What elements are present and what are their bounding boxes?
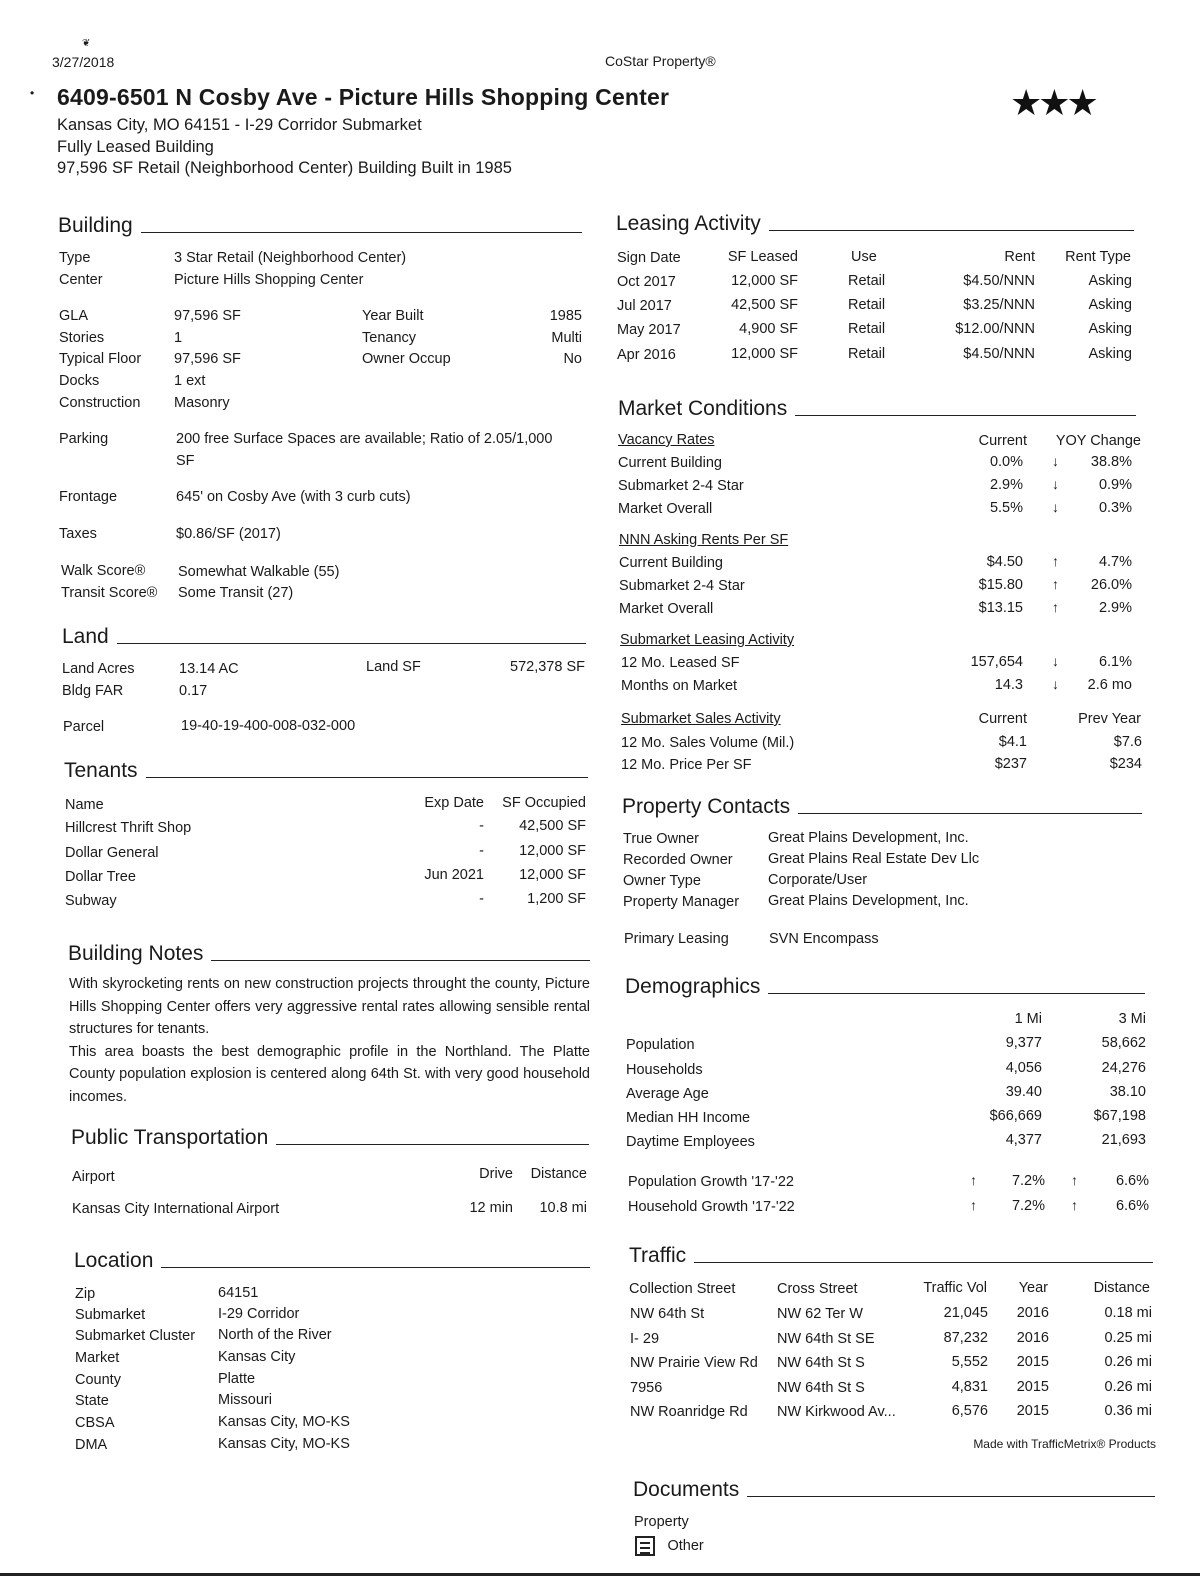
traffic-distance: 0.26 mi bbox=[1104, 1379, 1152, 1395]
arrow-up-icon: ↑ bbox=[1052, 576, 1059, 592]
market-current: 2.9% bbox=[989, 477, 1023, 493]
arrow-up-icon: ↑ bbox=[1071, 1197, 1078, 1213]
column-header: YOY Change bbox=[1055, 433, 1141, 449]
section-title: Building Notes bbox=[68, 942, 204, 965]
property-title: 6409-6501 N Cosby Ave - Picture Hills Shopping Center bbox=[57, 84, 670, 110]
document-label[interactable]: Other bbox=[667, 1538, 704, 1554]
divider bbox=[747, 1496, 1155, 1497]
subsection-title: Submarket Sales Activity bbox=[621, 711, 781, 727]
divider bbox=[768, 993, 1145, 994]
field-value: 64151 bbox=[218, 1285, 259, 1301]
traffic-year: 2015 bbox=[1016, 1354, 1049, 1370]
column-header: Airport bbox=[72, 1169, 115, 1185]
traffic-distance: 0.25 mi bbox=[1104, 1330, 1152, 1346]
traffic-year: 2016 bbox=[1016, 1305, 1049, 1321]
building-summary-line: 97,596 SF Retail (Neighborhood Center) Building Built in 1985 bbox=[57, 159, 512, 177]
market-change: 6.1% bbox=[1098, 654, 1132, 670]
demo-label: Household Growth '17-'22 bbox=[628, 1199, 795, 1215]
field-label: Submarket Cluster bbox=[75, 1328, 196, 1344]
field-value: Some Transit (27) bbox=[178, 585, 294, 601]
arrow-up-icon: ↑ bbox=[970, 1172, 977, 1188]
column-header: Prev Year bbox=[1078, 711, 1141, 727]
lease-sf: 12,000 SF bbox=[731, 273, 798, 289]
traffic-volume: 4,831 bbox=[951, 1379, 988, 1395]
traffic-cross-street: NW Kirkwood Av... bbox=[777, 1404, 896, 1420]
airport-name: Kansas City International Airport bbox=[72, 1201, 280, 1217]
column-header: 1 Mi bbox=[1014, 1011, 1042, 1027]
tenant-sf: 1,200 SF bbox=[527, 891, 586, 907]
market-label: Submarket 2-4 Star bbox=[619, 578, 745, 594]
lease-date: Apr 2016 bbox=[617, 347, 676, 363]
field-value: Great Plains Development, Inc. bbox=[768, 830, 969, 846]
divider bbox=[276, 1144, 589, 1145]
demo-3mi: 21,693 bbox=[1101, 1132, 1146, 1148]
column-header: SF Leased bbox=[727, 249, 798, 265]
arrow-up-icon: ↑ bbox=[1052, 553, 1059, 569]
field-value: 13.14 AC bbox=[179, 661, 239, 677]
column-header: 3 Mi bbox=[1118, 1011, 1146, 1027]
field-label: Zip bbox=[75, 1286, 96, 1302]
field-label: Transit Score® bbox=[61, 585, 158, 601]
field-label: Stories bbox=[59, 330, 105, 346]
column-header: Use bbox=[851, 249, 877, 265]
market-label: 12 Mo. Leased SF bbox=[621, 655, 740, 671]
field-value: Missouri bbox=[218, 1392, 272, 1408]
demo-1mi: 4,056 bbox=[1005, 1060, 1042, 1076]
column-header: Distance bbox=[530, 1166, 587, 1182]
subsection-title: Vacancy Rates bbox=[618, 432, 715, 448]
market-label: 12 Mo. Sales Volume (Mil.) bbox=[621, 735, 795, 751]
arrow-down-icon: ↓ bbox=[1052, 653, 1059, 669]
market-label: Submarket 2-4 Star bbox=[618, 478, 744, 494]
demographics-section-header bbox=[625, 975, 1145, 999]
lease-date: Jul 2017 bbox=[617, 298, 672, 314]
market-current: 157,654 bbox=[970, 654, 1023, 670]
market-current: $15.80 bbox=[978, 577, 1023, 593]
divider bbox=[694, 1262, 1153, 1263]
field-label: Tenancy bbox=[362, 330, 417, 346]
field-value: 19-40-19-400-008-032-000 bbox=[181, 718, 356, 734]
divider bbox=[795, 415, 1136, 416]
traffic-volume: 21,045 bbox=[943, 1305, 988, 1321]
column-header: Collection Street bbox=[629, 1281, 736, 1297]
field-value: Masonry bbox=[174, 395, 230, 411]
market-current: 5.5% bbox=[989, 500, 1023, 516]
address-line: Kansas City, MO 64151 - I-29 Corridor Submarket bbox=[57, 116, 422, 134]
lease-sf: 12,000 SF bbox=[731, 346, 798, 362]
traffic-street: I- 29 bbox=[630, 1331, 660, 1347]
subsection-title: Submarket Leasing Activity bbox=[620, 632, 795, 648]
field-label: Land Acres bbox=[62, 661, 135, 677]
demo-3mi: 38.10 bbox=[1109, 1084, 1146, 1100]
column-header: Cross Street bbox=[777, 1281, 858, 1297]
land-section-header bbox=[62, 625, 586, 649]
column-header: Sign Date bbox=[617, 250, 681, 266]
tenant-name: Subway bbox=[65, 893, 117, 909]
traffic-volume: 87,232 bbox=[943, 1330, 988, 1346]
tenant-exp-date: - bbox=[479, 891, 484, 907]
field-value: Picture Hills Shopping Center bbox=[174, 272, 364, 288]
location-section-header bbox=[74, 1249, 590, 1273]
demo-1mi: 7.2% bbox=[1011, 1198, 1045, 1214]
field-value: 97,596 SF bbox=[174, 351, 241, 367]
divider bbox=[141, 232, 582, 233]
arrow-up-icon: ↑ bbox=[1071, 1172, 1078, 1188]
field-value: No bbox=[563, 351, 582, 367]
lease-rent-type: Asking bbox=[1088, 273, 1132, 289]
demo-3mi: 6.6% bbox=[1115, 1198, 1149, 1214]
field-value: Platte bbox=[218, 1371, 256, 1387]
subsection-title: NNN Asking Rents Per SF bbox=[619, 532, 789, 548]
field-value: 1 bbox=[174, 330, 183, 346]
demo-1mi: $66,669 bbox=[989, 1108, 1042, 1124]
market-change: 26.0% bbox=[1090, 577, 1132, 593]
traffic-distance: 0.26 mi bbox=[1104, 1354, 1152, 1370]
column-header: Rent bbox=[1004, 249, 1035, 265]
field-value: Corporate/User bbox=[768, 872, 868, 888]
field-label: Frontage bbox=[59, 489, 118, 505]
lease-rent: $4.50/NNN bbox=[963, 273, 1035, 289]
field-value: Kansas City bbox=[218, 1349, 296, 1365]
field-label: Year Built bbox=[362, 308, 424, 324]
divider bbox=[117, 643, 586, 644]
demo-label: Population bbox=[626, 1037, 695, 1053]
demo-label: Households bbox=[626, 1062, 703, 1078]
traffic-cross-street: NW 64th St SE bbox=[777, 1331, 875, 1347]
field-value: SF bbox=[176, 453, 195, 469]
traffic-cross-street: NW 64th St S bbox=[777, 1380, 865, 1396]
field-label: Recorded Owner bbox=[623, 852, 733, 868]
traffic-year: 2016 bbox=[1016, 1330, 1049, 1346]
column-header: Rent Type bbox=[1065, 249, 1131, 265]
section-title: Public Transportation bbox=[71, 1126, 269, 1149]
field-label: Market bbox=[75, 1350, 120, 1366]
scan-mark-bullet: • bbox=[30, 86, 35, 100]
building-notes bbox=[69, 973, 590, 1108]
demo-3mi: 24,276 bbox=[1101, 1060, 1146, 1076]
print-date: 3/27/2018 bbox=[52, 54, 115, 70]
section-title: Property Contacts bbox=[622, 795, 791, 818]
lease-use: Retail bbox=[848, 297, 886, 313]
building-section-header bbox=[58, 214, 582, 238]
leasing-section-header bbox=[616, 212, 1134, 236]
divider bbox=[211, 960, 590, 961]
traffic-year: 2015 bbox=[1016, 1379, 1049, 1395]
demo-label: Daytime Employees bbox=[626, 1134, 755, 1150]
market-change: 2.9% bbox=[1098, 600, 1132, 616]
market-label: Current Building bbox=[619, 555, 723, 571]
section-title: Tenants bbox=[64, 759, 138, 782]
field-label: Bldg FAR bbox=[62, 683, 124, 699]
market-prev-year: $7.6 bbox=[1113, 734, 1142, 750]
field-value: Multi bbox=[551, 330, 582, 346]
market-change: 0.9% bbox=[1098, 477, 1132, 493]
market-label: Current Building bbox=[618, 455, 722, 471]
field-label: Owner Type bbox=[623, 873, 701, 889]
contacts-section-header bbox=[622, 795, 1142, 819]
document-link-other[interactable] bbox=[635, 1536, 704, 1561]
traffic-section-header bbox=[629, 1244, 1153, 1268]
lease-rent-type: Asking bbox=[1088, 297, 1132, 313]
star-rating-icon: ★★★ bbox=[1010, 82, 1095, 123]
field-value: Kansas City, MO-KS bbox=[218, 1436, 350, 1452]
airport-distance: 10.8 mi bbox=[539, 1200, 587, 1216]
arrow-down-icon: ↓ bbox=[1052, 476, 1059, 492]
demo-1mi: 39.40 bbox=[1005, 1084, 1042, 1100]
market-label: Market Overall bbox=[619, 601, 714, 617]
market-current: $13.15 bbox=[978, 600, 1023, 616]
tenant-sf: 12,000 SF bbox=[519, 867, 586, 883]
arrow-up-icon: ↑ bbox=[1052, 599, 1059, 615]
demo-3mi: 6.6% bbox=[1115, 1173, 1149, 1189]
field-value: 645' on Cosby Ave (with 3 curb cuts) bbox=[176, 489, 411, 505]
traffic-cross-street: NW 62 Ter W bbox=[777, 1306, 863, 1322]
lease-use: Retail bbox=[848, 273, 886, 289]
field-label: Typical Floor bbox=[59, 351, 142, 367]
traffic-credit: Made with TrafficMetrix® Products bbox=[973, 1437, 1156, 1451]
field-value: 572,378 SF bbox=[510, 659, 585, 675]
field-value: 3 Star Retail (Neighborhood Center) bbox=[174, 250, 407, 266]
lease-rent-type: Asking bbox=[1088, 321, 1132, 337]
lease-use: Retail bbox=[848, 346, 886, 362]
section-title: Land bbox=[62, 625, 109, 648]
demo-label: Population Growth '17-'22 bbox=[628, 1174, 794, 1190]
demo-3mi: 58,662 bbox=[1101, 1035, 1146, 1051]
market-label: Months on Market bbox=[621, 678, 738, 694]
traffic-cross-street: NW 64th St S bbox=[777, 1355, 865, 1371]
field-label: Parking bbox=[59, 431, 109, 447]
traffic-year: 2015 bbox=[1016, 1403, 1049, 1419]
field-value: North of the River bbox=[218, 1327, 332, 1343]
field-label: Land SF bbox=[366, 659, 421, 675]
field-value: 0.17 bbox=[179, 683, 208, 699]
section-title: Market Conditions bbox=[618, 397, 788, 420]
demo-1mi: 7.2% bbox=[1011, 1173, 1045, 1189]
divider bbox=[769, 230, 1134, 231]
field-label: CBSA bbox=[75, 1415, 115, 1431]
field-value: Great Plains Development, Inc. bbox=[768, 893, 969, 909]
market-prev-year: $234 bbox=[1109, 756, 1142, 772]
field-label: Docks bbox=[59, 373, 100, 389]
column-header: Name bbox=[65, 797, 104, 813]
arrow-down-icon: ↓ bbox=[1052, 676, 1059, 692]
field-label: Submarket bbox=[75, 1307, 146, 1323]
market-current: 0.0% bbox=[989, 454, 1023, 470]
market-section-header bbox=[618, 397, 1136, 421]
demo-label: Median HH Income bbox=[626, 1110, 751, 1126]
field-label: State bbox=[75, 1393, 109, 1409]
traffic-street: NW Roanridge Rd bbox=[630, 1404, 748, 1420]
market-change: 2.6 mo bbox=[1087, 677, 1132, 693]
notes-paragraph: With skyrocketing rents on new construction projects throught the county, Picture Hills Shopping Center offers very aggressive rental rates allowing sensible rental structures for tenants. bbox=[69, 976, 590, 1037]
lease-status-line: Fully Leased Building bbox=[57, 138, 214, 156]
field-label: County bbox=[75, 1372, 121, 1388]
traffic-volume: 6,576 bbox=[951, 1403, 988, 1419]
field-value: Somewhat Walkable (55) bbox=[178, 564, 340, 580]
tenants-section-header bbox=[64, 759, 588, 783]
field-label: True Owner bbox=[623, 831, 700, 847]
field-label: GLA bbox=[59, 308, 89, 324]
notes-section-header bbox=[68, 942, 590, 966]
tenant-sf: 12,000 SF bbox=[519, 843, 586, 859]
demo-1mi: 9,377 bbox=[1005, 1035, 1042, 1051]
field-value: Great Plains Real Estate Dev Llc bbox=[768, 851, 980, 867]
divider bbox=[161, 1267, 590, 1268]
airport-drive: 12 min bbox=[469, 1200, 513, 1216]
tenant-exp-date: Jun 2021 bbox=[424, 867, 484, 883]
section-title: Leasing Activity bbox=[616, 212, 761, 235]
lease-sf: 42,500 SF bbox=[731, 297, 798, 313]
document-icon bbox=[635, 1536, 655, 1556]
tenant-name: Dollar Tree bbox=[65, 869, 136, 885]
arrow-down-icon: ↓ bbox=[1052, 499, 1059, 515]
traffic-volume: 5,552 bbox=[951, 1354, 988, 1370]
arrow-up-icon: ↑ bbox=[970, 1197, 977, 1213]
arrow-down-icon: ↓ bbox=[1052, 453, 1059, 469]
lease-use: Retail bbox=[848, 321, 886, 337]
notes-paragraph: This area boasts the best demographic profile in the Northland. The Platte County population explosion is centered along 64th St. with very good household incomes. bbox=[69, 1043, 590, 1105]
market-current: $237 bbox=[994, 756, 1027, 772]
column-header: Traffic Vol bbox=[923, 1280, 987, 1296]
documents-section-header bbox=[633, 1478, 1155, 1502]
traffic-distance: 0.18 mi bbox=[1104, 1305, 1152, 1321]
demo-1mi: 4,377 bbox=[1005, 1132, 1042, 1148]
tenant-sf: 42,500 SF bbox=[519, 818, 586, 834]
traffic-street: 7956 bbox=[630, 1380, 663, 1396]
field-label: Center bbox=[59, 272, 103, 288]
market-change: 0.3% bbox=[1098, 500, 1132, 516]
field-value: 200 free Surface Spaces are available; Ratio of 2.05/1,000 bbox=[176, 431, 553, 447]
section-title: Location bbox=[74, 1249, 154, 1272]
field-label: Owner Occup bbox=[362, 351, 451, 367]
market-change: 38.8% bbox=[1090, 454, 1132, 470]
market-current: $4.50 bbox=[986, 554, 1023, 570]
field-label: Parcel bbox=[63, 719, 105, 735]
tenant-exp-date: - bbox=[479, 843, 484, 859]
divider bbox=[146, 777, 588, 778]
tenant-exp-date: - bbox=[479, 818, 484, 834]
market-change: 4.7% bbox=[1098, 554, 1132, 570]
market-label: Market Overall bbox=[618, 501, 713, 517]
field-value: $0.86/SF (2017) bbox=[176, 526, 281, 542]
document-category: Property bbox=[634, 1514, 689, 1530]
page-bottom-rule bbox=[0, 1573, 1200, 1576]
field-value: SVN Encompass bbox=[769, 931, 879, 947]
traffic-street: NW Prairie View Rd bbox=[630, 1355, 758, 1371]
section-title: Documents bbox=[633, 1478, 740, 1501]
field-label: Walk Score® bbox=[61, 563, 146, 579]
lease-rent: $3.25/NNN bbox=[963, 297, 1035, 313]
section-title: Traffic bbox=[629, 1244, 687, 1267]
column-header: Current bbox=[978, 433, 1027, 449]
lease-date: May 2017 bbox=[617, 322, 681, 338]
lease-rent: $4.50/NNN bbox=[963, 346, 1035, 362]
field-value: Kansas City, MO-KS bbox=[218, 1414, 350, 1430]
demo-3mi: $67,198 bbox=[1093, 1108, 1146, 1124]
scan-mark: ❦ bbox=[82, 38, 91, 49]
traffic-distance: 0.36 mi bbox=[1104, 1403, 1152, 1419]
brand-label: CoStar Property® bbox=[605, 53, 716, 69]
section-title: Demographics bbox=[625, 975, 761, 998]
market-label: 12 Mo. Price Per SF bbox=[621, 757, 752, 773]
field-value: 1985 bbox=[549, 308, 582, 324]
field-label: Type bbox=[59, 250, 91, 266]
traffic-street: NW 64th St bbox=[630, 1306, 705, 1322]
demo-label: Average Age bbox=[626, 1086, 709, 1102]
field-label: Primary Leasing bbox=[624, 931, 729, 947]
lease-date: Oct 2017 bbox=[617, 274, 676, 290]
field-label: Property Manager bbox=[623, 894, 740, 910]
column-header: Exp Date bbox=[424, 795, 484, 811]
lease-rent-type: Asking bbox=[1088, 346, 1132, 362]
field-value: I-29 Corridor bbox=[218, 1306, 300, 1322]
field-label: Taxes bbox=[59, 526, 97, 542]
lease-rent: $12.00/NNN bbox=[955, 321, 1035, 337]
transport-section-header bbox=[71, 1126, 589, 1150]
column-header: Current bbox=[978, 711, 1027, 727]
field-value: 97,596 SF bbox=[174, 308, 241, 324]
field-value: 1 ext bbox=[174, 373, 206, 389]
field-label: Construction bbox=[59, 395, 141, 411]
market-current: $4.1 bbox=[998, 734, 1027, 750]
column-header: SF Occupied bbox=[502, 795, 586, 811]
lease-sf: 4,900 SF bbox=[739, 321, 798, 337]
column-header: Distance bbox=[1093, 1280, 1150, 1296]
column-header: Year bbox=[1018, 1280, 1048, 1296]
section-title: Building bbox=[58, 214, 133, 237]
column-header: Drive bbox=[479, 1166, 513, 1182]
tenant-name: Dollar General bbox=[65, 845, 159, 861]
field-label: DMA bbox=[75, 1437, 108, 1453]
market-current: 14.3 bbox=[994, 677, 1023, 693]
tenant-name: Hillcrest Thrift Shop bbox=[65, 820, 192, 836]
divider bbox=[798, 813, 1142, 814]
